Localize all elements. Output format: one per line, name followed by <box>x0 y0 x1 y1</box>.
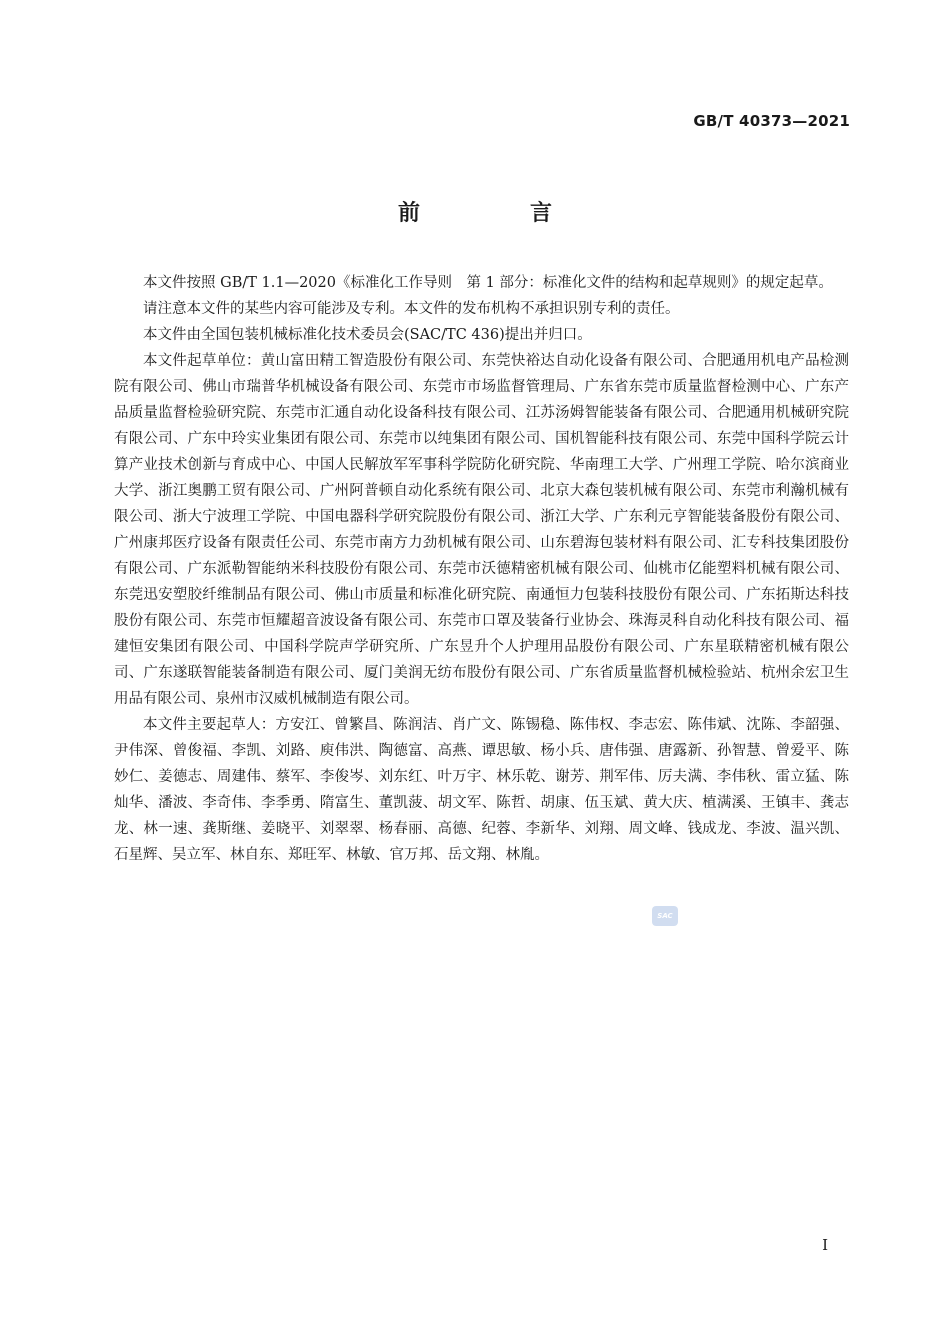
page-title: 前 言 <box>397 201 596 226</box>
standard-number: GB/T 40373—2021 <box>693 112 850 130</box>
paragraph-drafting-units: 本文件起草单位：黄山富田精工智造股份有限公司、东莞快裕达自动化设备有限公司、合肥通用机电产品检测院有限公司、佛山市瑞普华机械设备有限公司、东莞市市场监督管理局、广东省东莞市质量监督检测中心、广东产品质量监督检验研究院、东莞市汇通自动化设备科技有限公司、江苏汤姆智能装备有限公司、合肥通用机械研究院有限公司、广东中玲实业集团有限公司、东莞市以纯集团有限公司、国机智能科技有限公司、东莞中国科学院云计算产业技术创新与育成中心、中国人民解放军军事科学院防化研究院、华南理工大学、广州理工学院、哈尔滨商业大学、浙江奥鹏工贸有限公司、广州阿普顿自动化系统有限公司、北京大森包装机械有限公司、东莞市利瀚机械有限公司、浙大宁波理工学院、中国电器科学研究院股份有限公司、浙江大学、广东利元亨智能装备股份有限公司、广州康邦医疗设备有限责任公司、东莞市南方力劲机械有限公司、山东碧海包装材料有限公司、汇专科技集团股份有限公司、广东派勒智能纳米科技股份有限公司、东莞市沃德精密机械有限公司、仙桃市亿能塑料机械有限公司、东莞迅安塑胶纤维制品有限公司、佛山市质量和标准化研究院、南通恒力包装科技股份有限公司、广东拓斯达科技股份有限公司、东莞市恒耀超音波设备有限公司、东莞市口罩及装备行业协会、珠海灵科自动化科技有限公司、福建恒安集团有限公司、中国科学院声学研究所、广东昱升个人护理用品股份有限公司、广东星联精密机械有限公司、广东遂联智能装备制造有限公司、厦门美润无纺布股份有限公司、广东省质量监督机械检验站、杭州余宏卫生用品有限公司、泉州市汉威机械制造有限公司。 <box>114 353 849 707</box>
foreword-body <box>114 270 849 868</box>
paragraph-patent-notice: 请注意本文件的某些内容可能涉及专利。本文件的发布机构不承担识别专利的责任。 <box>143 301 680 317</box>
page-number: I <box>822 1236 828 1254</box>
paragraph-committee: 本文件由全国包装机械标准化技术委员会(SAC/TC 436)提出并归口。 <box>143 327 592 343</box>
paragraph-drafting-rules: 本文件按照 GB/T 1.1—2020《标准化工作导则 第 1 部分：标准化文件的结构和起草规则》的规定起草。 <box>143 275 833 291</box>
sac-watermark-logo: SAC <box>652 906 678 926</box>
paragraph-drafters: 本文件主要起草人：方安江、曾繁昌、陈润洁、肖广文、陈锡稳、陈伟权、李志宏、陈伟斌、沈陈、李韶强、尹伟深、曾俊福、李凯、刘路、庾伟洪、陶德富、高燕、谭思敏、杨小兵、唐伟强、唐露新、孙智慧、曾爱平、陈妙仁、姜德志、周建伟、蔡军、李俊岑、刘东红、叶万宇、林乐乾、谢芳、荆军伟、厉夫满、李伟秋、雷立猛、陈灿华、潘波、李奇伟、李季勇、隋富生、董凯菠、胡文军、陈哲、胡康、伍玉斌、黄大庆、植满溪、王镇丰、龚志龙、林一速、龚斯继、姜晓平、刘翠翠、杨春丽、高德、纪蓉、李新华、刘翔、周文峰、钱成龙、李波、温兴凯、石星辉、吴立军、林自东、郑旺军、林敏、官万邦、岳文翔、林胤。 <box>114 717 849 863</box>
